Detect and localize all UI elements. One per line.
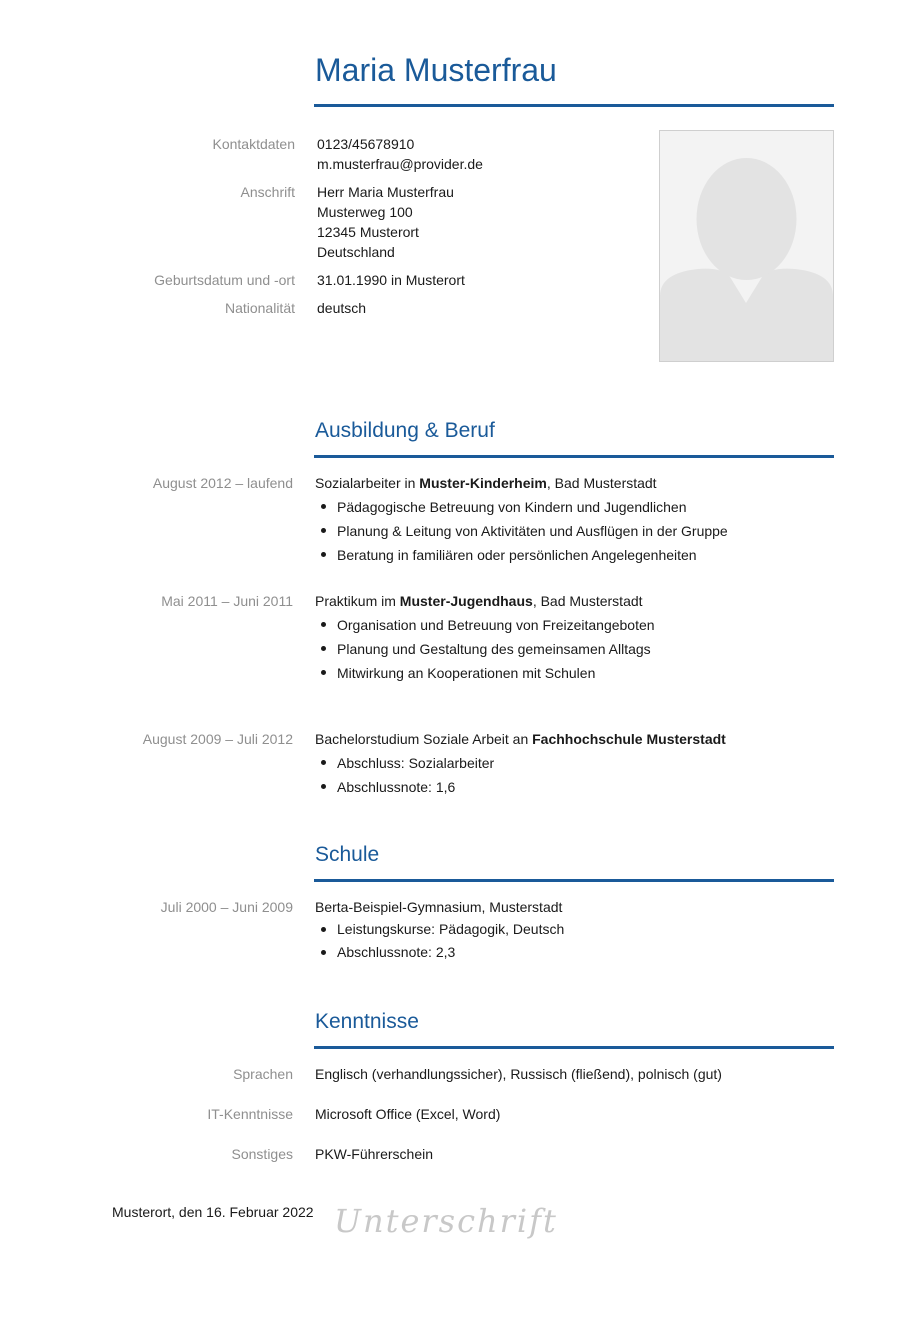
list-item: Mitwirkung an Kooperationen mit Schulen	[315, 661, 655, 685]
list-item: Abschluss: Sozialarbeiter	[315, 751, 726, 775]
career-date: Mai 2011 – Juni 2011	[161, 593, 293, 609]
list-item: Abschlussnote: 2,3	[315, 941, 564, 964]
profile-photo-placeholder	[659, 130, 834, 362]
list-item: Organisation und Betreuung von Freizeitangeboten	[315, 613, 655, 637]
cv-name: Maria Musterfrau	[315, 52, 557, 88]
school-entry-title: Berta-Beispiel-Gymnasium, Musterstadt	[315, 899, 563, 915]
section-title-skills: Kenntnisse	[315, 1010, 419, 1033]
avatar-silhouette-icon	[660, 131, 833, 361]
career-entry-bullets	[315, 613, 655, 685]
career-entry-title: Praktikum im Muster-Jugendhaus, Bad Musterstadt	[315, 593, 643, 609]
career-rule	[314, 455, 834, 458]
name-rule	[314, 104, 834, 107]
signature: Unterschrift	[334, 1202, 558, 1240]
list-item: Planung & Leitung von Aktivitäten und Ausflügen in der Gruppe	[315, 519, 728, 543]
career-entry-title: Sozialarbeiter in Muster-Kinderheim, Bad Musterstadt	[315, 475, 657, 491]
school-entry-bullets	[315, 918, 564, 964]
birth-label: Geburtsdatum und -ort	[154, 272, 295, 288]
address-line-4: Deutschland	[317, 244, 395, 260]
address-line-1: Herr Maria Musterfrau	[317, 184, 454, 200]
career-entry-title: Bachelorstudium Soziale Arbeit an Fachhochschule Musterstadt	[315, 731, 726, 747]
nationality-label: Nationalität	[224, 300, 295, 316]
list-item: Beratung in familiären oder persönlichen Angelegenheiten	[315, 543, 728, 567]
career-entry	[315, 591, 655, 685]
career-entry-bullets	[315, 751, 726, 799]
career-entry	[315, 729, 726, 799]
place-date: Musterort, den 16. Februar 2022	[112, 1204, 314, 1220]
skill-label-other: Sonstiges	[231, 1146, 293, 1162]
school-rule	[314, 879, 834, 882]
skill-value-languages: Englisch (verhandlungssicher), Russisch (fließend), polnisch (gut)	[315, 1066, 722, 1082]
contact-label: Kontaktdaten	[212, 136, 295, 152]
skill-value-it: Microsoft Office (Excel, Word)	[315, 1106, 501, 1122]
list-item: Planung und Gestaltung des gemeinsamen Alltags	[315, 637, 655, 661]
career-date: August 2012 – laufend	[152, 475, 293, 491]
skills-rule	[314, 1046, 834, 1049]
list-item: Abschlussnote: 1,6	[315, 775, 726, 799]
address-line-2: Musterweg 100	[317, 204, 413, 220]
skill-label-languages: Sprachen	[233, 1066, 293, 1082]
section-title-career: Ausbildung & Beruf	[315, 419, 495, 442]
career-date: August 2009 – Juli 2012	[142, 731, 293, 747]
phone: 0123/45678910	[317, 136, 415, 152]
career-entry	[315, 473, 728, 567]
list-item: Leistungskurse: Pädagogik, Deutsch	[315, 918, 564, 941]
nationality: deutsch	[317, 300, 367, 316]
school-entry	[315, 897, 564, 964]
address-line-3: 12345 Musterort	[317, 224, 419, 240]
skill-value-other: PKW-Führerschein	[315, 1146, 434, 1162]
school-date: Juli 2000 – Juni 2009	[160, 899, 293, 915]
email: m.musterfrau@provider.de	[317, 156, 483, 172]
section-title-school: Schule	[315, 843, 380, 866]
skill-label-it: IT-Kenntnisse	[207, 1106, 293, 1122]
birth: 31.01.1990 in Musterort	[317, 272, 465, 288]
address-label: Anschrift	[240, 184, 295, 200]
career-entry-bullets	[315, 495, 728, 567]
list-item: Pädagogische Betreuung von Kindern und Jugendlichen	[315, 495, 728, 519]
